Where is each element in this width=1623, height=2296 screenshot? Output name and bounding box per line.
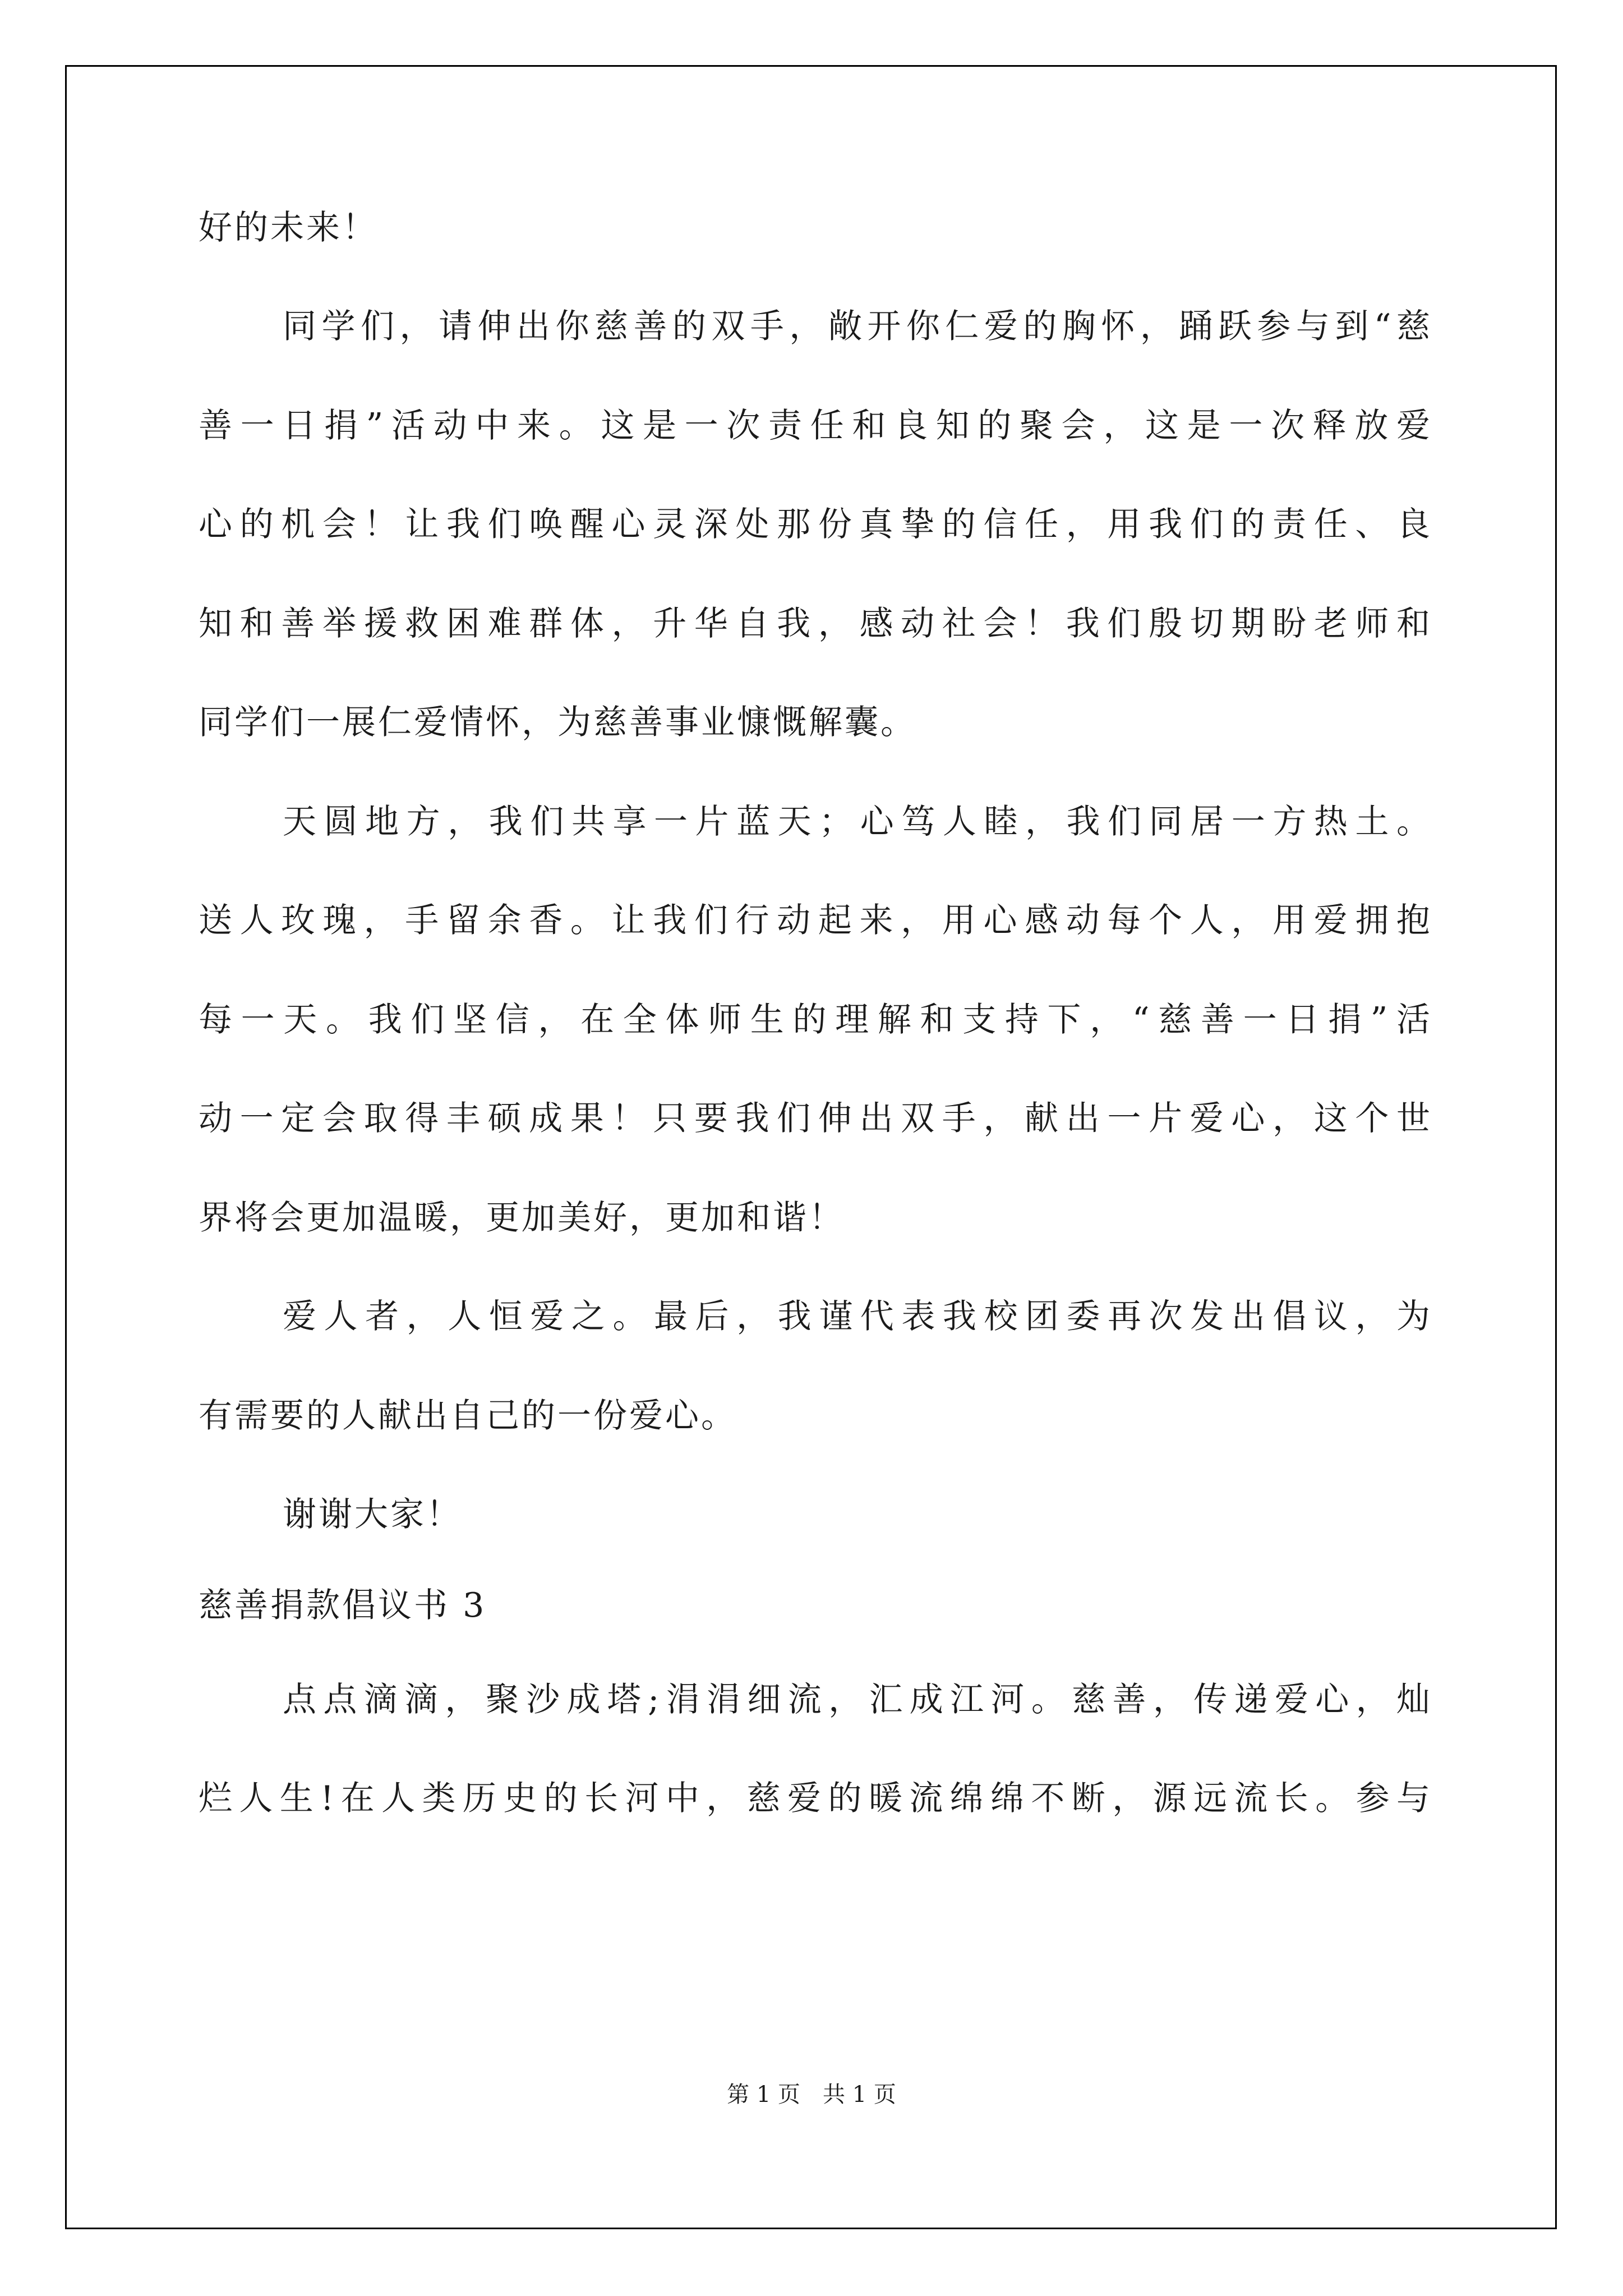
paragraph-line: 每一天。我们坚信，在全体师生的理解和支持下，“慈善一日捐”活	[199, 1000, 1432, 1039]
paragraph-line: 有需要的人献出自己的一份爱心。	[199, 1396, 737, 1435]
paragraph-line: 烂人生!在人类历史的长河中，慈爱的暖流绵绵不断，源远流长。参与	[199, 1779, 1433, 1818]
paragraph-line: 同学们，请伸出你慈善的双手，敞开你仁爱的胸怀，踊跃参与到“慈	[283, 307, 1432, 346]
paragraph-line: 知和善举援救困难群体，升华自我，感动社会！我们殷切期盼老师和	[199, 604, 1432, 643]
text-line: 好的未来！	[199, 208, 378, 247]
section-heading: 慈善捐款倡议书 3	[199, 1586, 487, 1625]
page-footer: 第 1 页 共 1 页	[727, 2082, 896, 2108]
paragraph-line: 善一日捐”活动中来。这是一次责任和良知的聚会，这是一次释放爱	[199, 406, 1432, 445]
paragraph-line: 爱人者，人恒爱之。最后，我谨代表我校团委再次发出倡议，为	[283, 1297, 1432, 1336]
paragraph-line: 送人玫瑰，手留余香。让我们行动起来，用心感动每个人，用爱拥抱	[199, 901, 1432, 940]
paragraph-line: 天圆地方，我们共享一片蓝天；心笃人睦，我们同居一方热土。	[283, 802, 1432, 841]
paragraph-line: 点点滴滴，聚沙成塔;涓涓细流，汇成江河。慈善，传递爱心，灿	[283, 1680, 1432, 1719]
closing-line: 谢谢大家！	[283, 1495, 462, 1534]
paragraph-line: 动一定会取得丰硕成果！只要我们伸出双手，献出一片爱心，这个世	[199, 1099, 1432, 1138]
paragraph-line: 心的机会！让我们唤醒心灵深处那份真挚的信任，用我们的责任、良	[199, 505, 1432, 544]
paragraph-line: 同学们一展仁爱情怀，为慈善事业慷慨解囊。	[199, 703, 916, 742]
page-border	[65, 65, 1557, 2229]
paragraph-line: 界将会更加温暖，更加美好，更加和谐！	[199, 1198, 845, 1237]
